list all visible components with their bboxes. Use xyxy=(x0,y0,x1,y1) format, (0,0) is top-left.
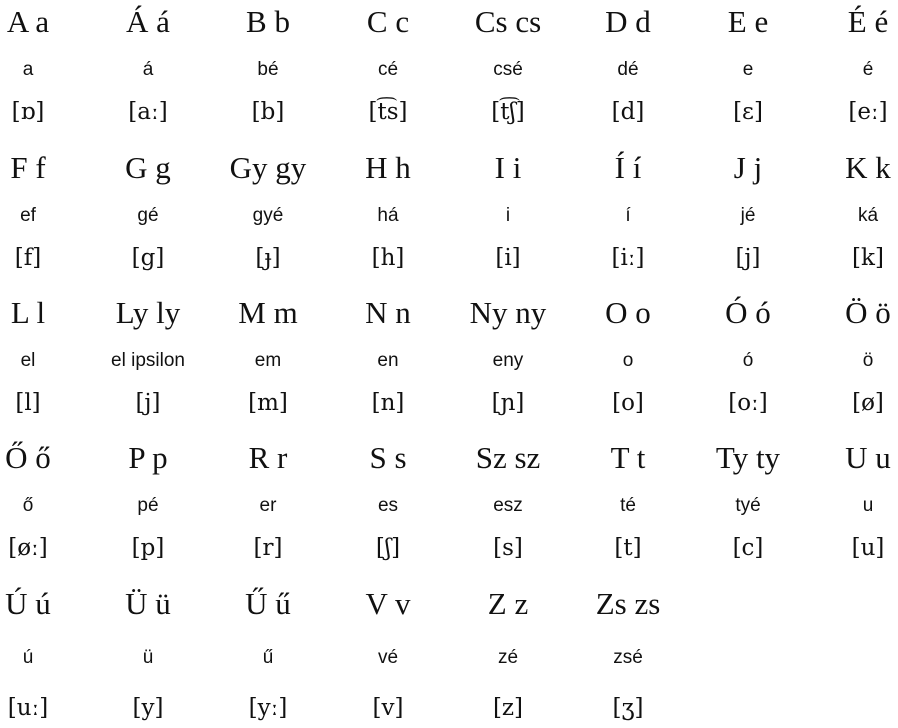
letter-name: dé xyxy=(617,59,639,80)
letter-name: e xyxy=(742,59,754,80)
ipa-transcription: [ɟ] xyxy=(255,245,281,271)
letter-glyph: Ö ö xyxy=(845,295,891,330)
letter-name: ő xyxy=(22,495,34,516)
letter-name: ű xyxy=(262,647,274,668)
ipa-transcription: [ø] xyxy=(852,390,884,416)
letter-glyph: D d xyxy=(605,4,651,39)
ipa-transcription: [h] xyxy=(371,245,405,271)
ipa-transcription: [yː] xyxy=(248,695,288,721)
ipa-transcription: [m] xyxy=(248,390,288,416)
ipa-transcription: [t] xyxy=(614,535,642,561)
letter-name: eny xyxy=(492,350,524,371)
letter-glyph: G g xyxy=(125,150,171,185)
letter-glyph: V v xyxy=(365,586,411,621)
letter-glyph: Ny ny xyxy=(469,295,547,330)
letter-name: zsé xyxy=(613,647,643,668)
ipa-transcription: [c] xyxy=(732,535,764,561)
ipa-transcription: [aː] xyxy=(128,99,168,125)
letter-glyph: E e xyxy=(727,4,769,39)
letter-glyph: C c xyxy=(366,4,410,39)
ipa-transcription: [ʃ] xyxy=(375,535,401,561)
letter-name: en xyxy=(377,350,399,371)
ipa-transcription: [u] xyxy=(851,535,885,561)
ipa-transcription: [øː] xyxy=(8,535,48,561)
ipa-transcription: [uː] xyxy=(7,695,49,721)
ipa-transcription: [ɛ] xyxy=(733,99,763,125)
letter-name: bé xyxy=(257,59,279,80)
letter-name: i xyxy=(505,205,511,226)
ipa-transcription: [r] xyxy=(253,535,283,561)
letter-glyph: Sz sz xyxy=(475,440,541,475)
ipa-transcription: [j] xyxy=(735,245,761,271)
ipa-transcription: [v] xyxy=(372,695,404,721)
ipa-transcription: [n] xyxy=(371,390,405,416)
letter-name: ö xyxy=(862,350,874,371)
letter-glyph: Ty ty xyxy=(715,440,781,475)
letter-glyph: Ú ú xyxy=(5,586,51,621)
letter-glyph: Ő ő xyxy=(5,440,51,475)
letter-name: er xyxy=(259,495,277,516)
letter-glyph: Zs zs xyxy=(595,586,661,621)
ipa-transcription: [d] xyxy=(611,99,645,125)
letter-name: é xyxy=(862,59,874,80)
letter-glyph: Í í xyxy=(614,150,642,185)
letter-glyph: É é xyxy=(847,4,889,39)
ipa-transcription: [ɒ] xyxy=(11,99,45,125)
ipa-transcription: [y] xyxy=(132,695,164,721)
ipa-transcription: [j] xyxy=(135,390,161,416)
letter-name: á xyxy=(142,59,154,80)
letter-glyph: S s xyxy=(369,440,407,475)
letter-name: gé xyxy=(137,205,159,226)
letter-name: o xyxy=(622,350,634,371)
letter-glyph: K k xyxy=(845,150,891,185)
ipa-transcription: [t͡ʃ] xyxy=(491,99,525,125)
ipa-transcription: [b] xyxy=(251,99,285,125)
letter-name: em xyxy=(254,350,282,371)
letter-name: há xyxy=(377,205,399,226)
letter-name: vé xyxy=(377,647,399,668)
letter-name: el xyxy=(20,350,36,371)
letter-glyph: N n xyxy=(365,295,411,330)
letter-glyph: H h xyxy=(365,150,411,185)
letter-glyph: Ű ű xyxy=(245,586,291,621)
ipa-transcription: [ɲ] xyxy=(491,390,525,416)
ipa-transcription: [k] xyxy=(852,245,884,271)
letter-name: esz xyxy=(493,495,523,516)
ipa-transcription: [eː] xyxy=(848,99,888,125)
letter-glyph: P p xyxy=(128,440,168,475)
ipa-transcription: [g] xyxy=(131,245,165,271)
letter-name: zé xyxy=(497,647,519,668)
letter-glyph: M m xyxy=(238,295,298,330)
ipa-transcription: [f] xyxy=(14,245,42,271)
ipa-transcription: [z] xyxy=(492,695,524,721)
letter-name: ká xyxy=(857,205,879,226)
letter-name: el ipsilon xyxy=(111,350,185,371)
letter-name: tyé xyxy=(735,495,761,516)
letter-name: ó xyxy=(742,350,754,371)
ipa-transcription: [o] xyxy=(612,390,644,416)
letter-glyph: F f xyxy=(10,150,46,185)
letter-glyph: T t xyxy=(610,440,646,475)
letter-name: pé xyxy=(137,495,159,516)
letter-glyph: J j xyxy=(733,150,763,185)
ipa-transcription: [p] xyxy=(131,535,165,561)
letter-glyph: L l xyxy=(10,295,46,330)
letter-glyph: Ly ly xyxy=(115,295,181,330)
letter-glyph: A a xyxy=(6,4,50,39)
letter-name: u xyxy=(862,495,874,516)
letter-glyph: I i xyxy=(494,150,522,185)
letter-name: té xyxy=(620,495,636,516)
letter-name: cé xyxy=(377,59,399,80)
ipa-transcription: [t͡s] xyxy=(368,99,408,125)
letter-name: jé xyxy=(740,205,756,226)
letter-glyph: U u xyxy=(845,440,891,475)
letter-name: gyé xyxy=(252,205,284,226)
ipa-transcription: [ʒ] xyxy=(612,695,644,721)
letter-name: ef xyxy=(20,205,36,226)
ipa-transcription: [oː] xyxy=(728,390,768,416)
letter-name: ü xyxy=(142,647,154,668)
letter-glyph: O o xyxy=(605,295,651,330)
letter-glyph: B b xyxy=(246,4,290,39)
ipa-transcription: [s] xyxy=(493,535,523,561)
letter-name: í xyxy=(625,205,631,226)
ipa-transcription: [l] xyxy=(15,390,41,416)
letter-glyph: Á á xyxy=(126,4,170,39)
letter-name: a xyxy=(22,59,34,80)
letter-name: csé xyxy=(493,59,523,80)
letter-name: es xyxy=(377,495,399,516)
ipa-transcription: [i] xyxy=(495,245,521,271)
letter-name: ú xyxy=(22,647,34,668)
letter-glyph: Ó ó xyxy=(725,295,771,330)
ipa-transcription: [iː] xyxy=(611,245,645,271)
letter-glyph: Ü ü xyxy=(125,586,171,621)
letter-glyph: Z z xyxy=(487,586,529,621)
letter-glyph: R r xyxy=(248,440,288,475)
letter-glyph: Cs cs xyxy=(474,4,542,39)
letter-glyph: Gy gy xyxy=(229,150,307,185)
